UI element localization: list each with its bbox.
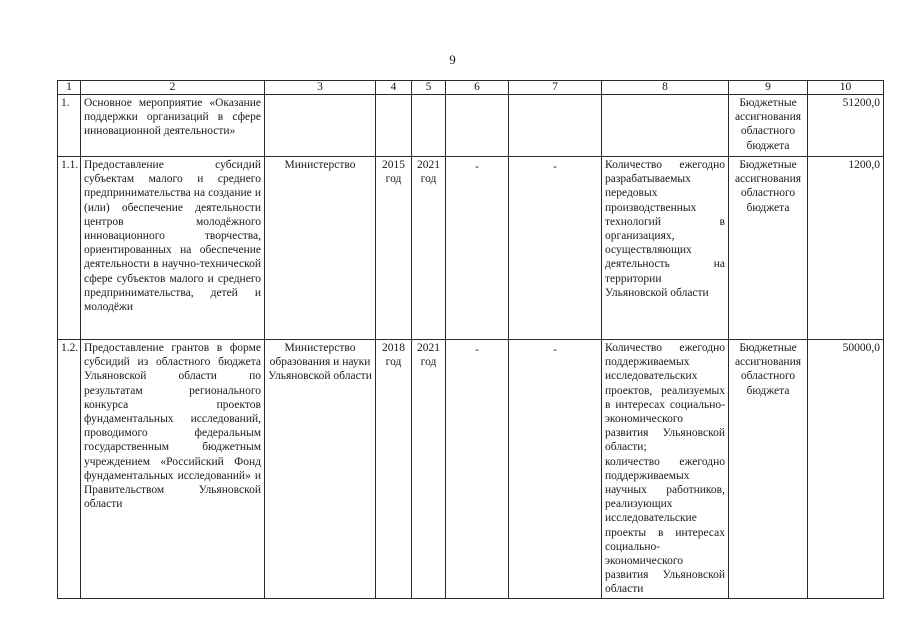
column-7-value bbox=[509, 157, 602, 340]
start-year: 2015 год bbox=[376, 157, 412, 340]
row-number: 1. bbox=[58, 95, 81, 157]
start-year: 2018 год bbox=[376, 340, 412, 599]
header-cell: 8 bbox=[602, 81, 729, 95]
header-cell: 6 bbox=[446, 81, 509, 95]
table-row bbox=[58, 340, 884, 599]
program-table bbox=[57, 80, 884, 599]
activity-name: Предоставление субсидий субъектам малого и среднего предпринимательства на создание и (или) обеспечение деятельности центров молодёжного инновационного творчества, ориентированных на обеспечение деятельности в научно-технической сфере субъектов малого и среднего предпринимательства, детей и молодёжи bbox=[81, 157, 265, 340]
funding-source: Бюджетные ассигнования областного бюджета bbox=[729, 340, 808, 599]
column-6-value bbox=[446, 157, 509, 340]
funding-amount: 1200,0 bbox=[808, 157, 884, 340]
header-cell: 10 bbox=[808, 81, 884, 95]
executor: Министерство образования и науки Ульяновской области bbox=[265, 340, 376, 599]
column-7-value bbox=[509, 340, 602, 599]
indicator: Количество ежегодно поддерживаемых исследовательских проектов, реализуемых в интересах социально-экономического развития Ульяновской области; количество ежегодно поддерживаемых научных работников, реализующих исследовательские проекты в интересах социально-экономического развития Ульяновской области bbox=[602, 340, 729, 599]
header-cell: 1 bbox=[58, 81, 81, 95]
column-6-value bbox=[446, 340, 509, 599]
table-row bbox=[58, 95, 884, 157]
funding-amount: 51200,0 bbox=[808, 95, 884, 157]
header-cell: 4 bbox=[376, 81, 412, 95]
end-year bbox=[412, 95, 446, 157]
end-year: 2021 год bbox=[412, 157, 446, 340]
column-7-value bbox=[509, 95, 602, 157]
row-number: 1.1. bbox=[58, 157, 81, 340]
indicator: Количество ежегодно разрабатываемых передовых производственных технологий в организациях, осуществляющих деятельность на территории Ульяновской области bbox=[602, 157, 729, 340]
funding-amount: 50000,0 bbox=[808, 340, 884, 599]
funding-source: Бюджетные ассигнования областного бюджета bbox=[729, 95, 808, 157]
dash-value: - bbox=[475, 344, 479, 356]
dash-value: - bbox=[475, 161, 479, 173]
activity-name: Предоставление грантов в форме субсидий из областного бюджета Ульяновской области по результатам регионального конкурса проектов фундаментальных исследований, проводимого федеральным государственным бюджетным учреждением «Российский Фонд фундаментальных исследований» и Правительством Ульяновской области bbox=[81, 340, 265, 599]
header-cell: 7 bbox=[509, 81, 602, 95]
dash-value: - bbox=[553, 161, 557, 173]
indicator bbox=[602, 95, 729, 157]
funding-source: Бюджетные ассигнования областного бюджета bbox=[729, 157, 808, 340]
column-numbers-row bbox=[58, 81, 884, 95]
table-row bbox=[58, 157, 884, 340]
header-cell: 3 bbox=[265, 81, 376, 95]
executor bbox=[265, 95, 376, 157]
start-year bbox=[376, 95, 412, 157]
column-6-value bbox=[446, 95, 509, 157]
header-cell: 2 bbox=[81, 81, 265, 95]
end-year: 2021 год bbox=[412, 340, 446, 599]
executor: Министерство bbox=[265, 157, 376, 340]
page-number: 9 bbox=[449, 52, 456, 67]
header-cell: 5 bbox=[412, 81, 446, 95]
activity-name: Основное мероприятие «Оказание поддержки организаций в сфере инновационной деятельности» bbox=[81, 95, 265, 157]
dash-value: - bbox=[553, 344, 557, 356]
header-cell: 9 bbox=[729, 81, 808, 95]
row-number: 1.2. bbox=[58, 340, 81, 599]
